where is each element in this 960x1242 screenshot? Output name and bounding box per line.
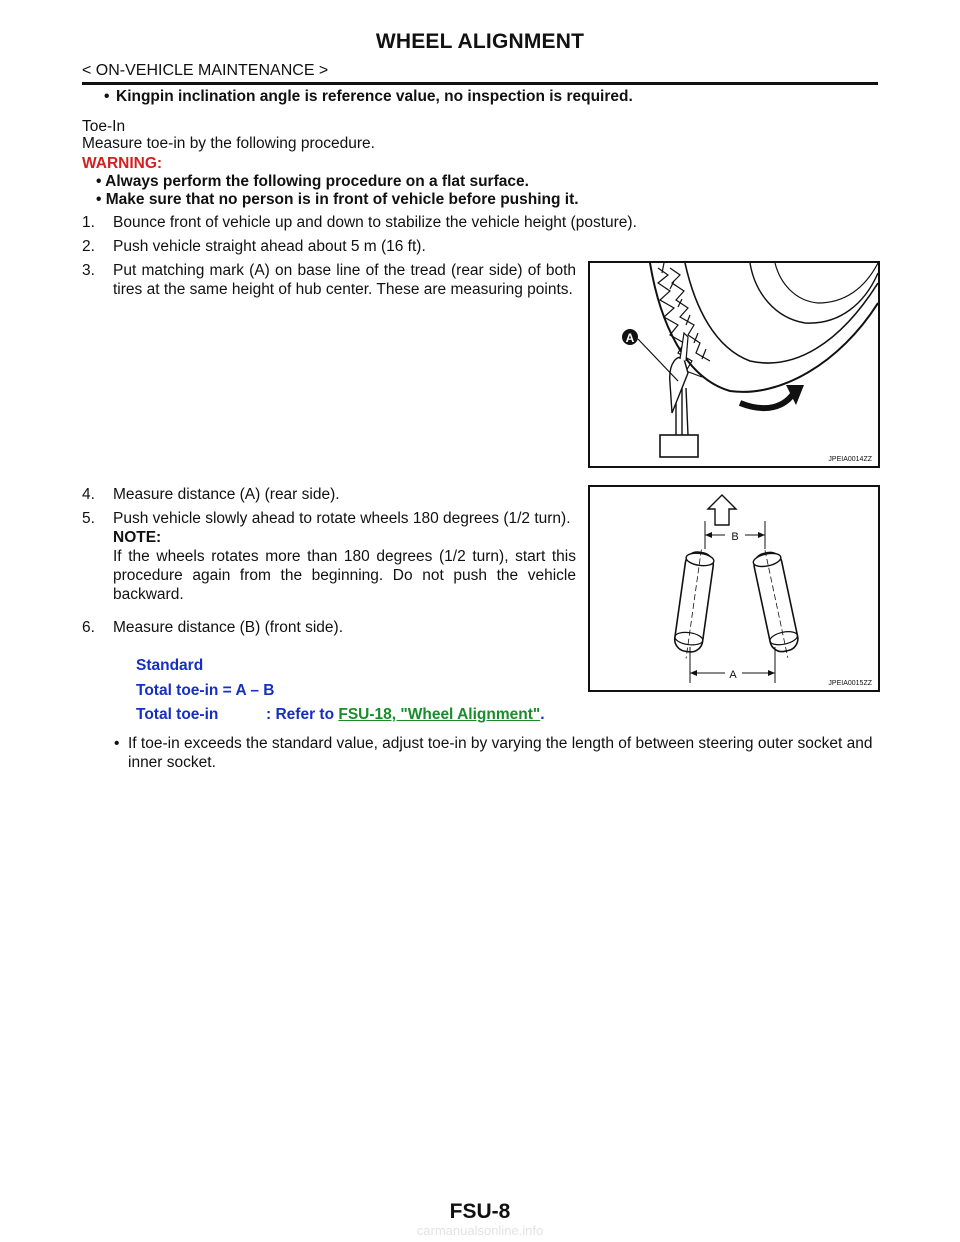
header-rule [82, 82, 878, 85]
intro-bullet [104, 87, 633, 106]
toe-in-lead: Measure toe-in by the following procedure. [82, 135, 375, 152]
figure-code: JPEIA0015ZZ [828, 680, 872, 687]
step-text: Bounce front of vehicle up and down to stabilize the vehicle height (posture). [113, 214, 637, 231]
step-number: 4. [82, 486, 95, 503]
step-6 [82, 618, 344, 637]
note-label: NOTE: [113, 529, 162, 546]
section-breadcrumb: < ON-VEHICLE MAINTENANCE > [82, 62, 329, 79]
spec-value [266, 706, 545, 724]
step-number: 1. [82, 214, 95, 231]
dimension-label-a: A [729, 669, 737, 681]
step-2 [82, 237, 426, 256]
final-bullet [114, 734, 880, 772]
page-number: FSU-8 [449, 1200, 511, 1223]
spec-label: Total toe-in [136, 706, 219, 723]
step-text: Push vehicle straight ahead about 5 m (16 ft). [113, 238, 426, 255]
figure-toe-in-diagram [588, 485, 880, 692]
step-number: 6. [82, 619, 95, 636]
final-bullet-text: If toe-in exceeds the standard value, adjust toe-in by varying the length of between steering outer socket and inner socket. [128, 735, 873, 771]
bullet-dot: • [96, 173, 106, 190]
step-3 [82, 261, 576, 299]
forward-arrow-icon [708, 495, 736, 525]
spec-reference-link[interactable]: FSU-18, "Wheel Alignment" [338, 706, 541, 723]
spec-period: . [540, 706, 545, 723]
step-number: 2. [82, 238, 95, 255]
step-text: Put matching mark (A) on base line of the tread (rear side) of both tires at the same height of hub center. These are measuring points. [113, 262, 576, 298]
warning-label: WARNING: [82, 155, 163, 172]
callout-label-a: A [625, 331, 635, 345]
toe-in-illustration [590, 487, 878, 690]
figure-code: JPEIA0014ZZ [828, 456, 872, 463]
warning-item [96, 190, 579, 209]
warning-text: Always perform the following procedure on a flat surface. [105, 173, 529, 190]
bullet-dot: • [104, 88, 110, 105]
spec-refer: : Refer to [266, 706, 335, 723]
step-text: Measure distance (B) (front side). [113, 619, 344, 636]
watermark: carmanualsonline.info [416, 1223, 544, 1238]
warning-text: Make sure that no person is in front of vehicle before pushing it. [105, 191, 579, 208]
step-number: 5. [82, 510, 95, 527]
tire-illustration [590, 263, 878, 466]
step-text: Push vehicle slowly ahead to rotate wheels 180 degrees (1/2 turn). [113, 510, 571, 527]
note-text: If the wheels rotates more than 180 degrees (1/2 turn), start this procedure again from the beginning. Do not push the vehicle backward. [113, 548, 576, 603]
dimension-label-b: B [731, 531, 739, 543]
toe-in-formula: Total toe-in = A – B [136, 682, 275, 699]
step-text: Measure distance (A) (rear side). [113, 486, 340, 503]
step-1 [82, 213, 637, 232]
step-5 [82, 509, 576, 604]
step-4 [82, 485, 340, 504]
figure-tire-mark [588, 261, 880, 468]
page-title: WHEEL ALIGNMENT [375, 30, 585, 53]
bullet-dot: • [114, 735, 120, 752]
standard-label: Standard [136, 657, 204, 674]
step-number: 3. [82, 262, 95, 279]
bullet-dot: • [96, 191, 106, 208]
warning-item [96, 172, 529, 191]
toe-in-heading: Toe-In [82, 118, 126, 135]
intro-bullet-text: Kingpin inclination angle is reference value, no inspection is required. [116, 88, 633, 105]
